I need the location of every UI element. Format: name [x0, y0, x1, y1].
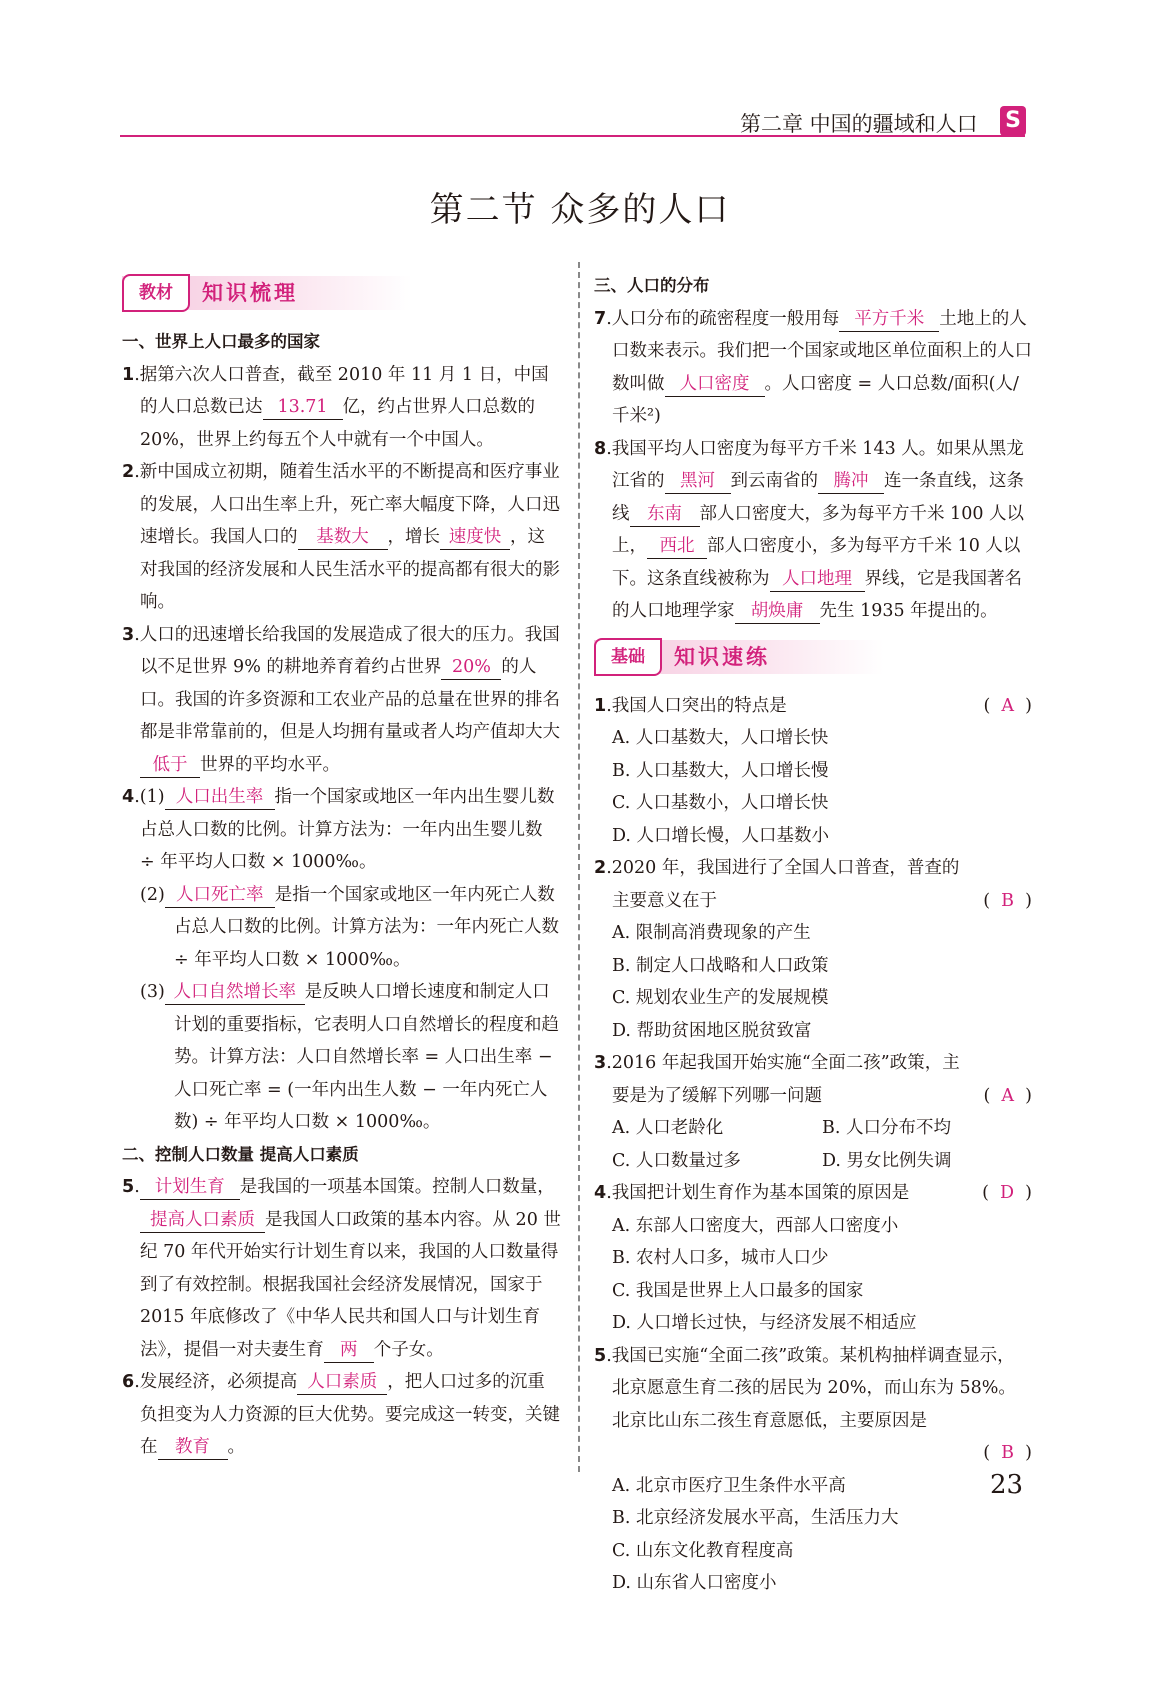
- option: C. 人口数量过多: [612, 1150, 741, 1171]
- option: A. 人口基数大，人口增长快: [612, 728, 829, 748]
- option: A. 东部人口密度大，西部人口密度小: [612, 1215, 899, 1236]
- answer-blank: 人口地理: [770, 567, 865, 592]
- subheading-1: 一、世界上人口最多的国家: [122, 332, 320, 351]
- answer-blank: 提高人口素质: [140, 1208, 265, 1233]
- answer-blank: 教育: [158, 1435, 228, 1460]
- item-3: 3.人口的迅速增长给我国的发展造成了很大的压力。我国以不足世界 9% 的耕地养育着约占世界 20% 的人口。我国的许多资源和工农业产品的总量在世界的排名都是非常靠前的，但是人均拥有量或者人均产值却大大低于 世界的平均水平。: [122, 619, 562, 782]
- answer-bracket: ( A ): [983, 1085, 1032, 1106]
- answer-blank: 黑河: [665, 469, 731, 494]
- answer-blank: 人口死亡率: [165, 883, 275, 908]
- answer-bracket: ( B ): [983, 1443, 1032, 1463]
- option: B. 制定人口战略和人口政策: [612, 955, 829, 976]
- question-3: 3.2016 年起我国开始实施“全面二孩”政策，主要是为了缓解下列哪一问题 ( A ): [594, 1047, 1032, 1112]
- page-number: 23: [990, 1470, 1024, 1500]
- option: C. 规划农业生产的发展规模: [612, 988, 829, 1008]
- answer-blank: 13.71: [263, 395, 343, 420]
- question-2: 2.2020 年，我国进行了全国人口普查，普查的主要意义在于 ( B ): [594, 852, 1032, 917]
- answer-bracket: ( D ): [982, 1183, 1032, 1203]
- left-column: [122, 270, 562, 1464]
- option: A. 限制高消费现象的产生: [612, 923, 811, 943]
- option: D. 人口增长过快，与经济发展不相适应: [612, 1313, 917, 1333]
- right-column: [594, 270, 1032, 1600]
- item-4-3: (3) 人口自然增长率 是反映人口增长速度和制定人口计划的重要指标，它表明人口自然增长的程度和趋势。计算方法：人口自然增长率 = 人口出生率 − 人口死亡率 = (一年内出生人数 − 一年内死亡人数) ÷ 年平均人口数 × 1000‰。: [140, 982, 559, 1132]
- answer-blank: 平方千米: [839, 307, 939, 332]
- option: B. 人口基数大，人口增长慢: [612, 760, 829, 781]
- item-4-1: 4.(1) 人口出生率 指一个国家或地区一年内出生婴儿数占总人口数的比例。计算方法为：一年内出生婴儿数 ÷ 年平均人口数 × 1000‰。: [122, 787, 555, 872]
- answer-blank: 腾冲: [818, 469, 884, 494]
- option: A. 北京市医疗卫生条件水平高: [612, 1475, 846, 1496]
- answer-blank: 两: [324, 1338, 374, 1363]
- item-2: 2.新中国成立初期，随着生活水平的不断提高和医疗事业的发展，人口出生率上升，死亡率大幅度下降，人口迅速增长。我国人口的 基数大 ，增长 速度快 ，这对我国的经济发展和人民生活水平的提高都有很大的影响。: [122, 462, 560, 612]
- option: D. 人口增长慢，人口基数小: [612, 825, 830, 846]
- question-1: 1.我国人口突出的特点是 ( A ): [594, 690, 1032, 723]
- option: D. 山东省人口密度小: [612, 1573, 777, 1593]
- page-title: 第二节 众多的人口: [429, 190, 731, 230]
- item-4-2: (2) 人口死亡率 是指一个国家或地区一年内死亡人数占总人口数的比例。计算方法为：一年内死亡人数 ÷ 年平均人口数 × 1000‰。: [140, 884, 559, 970]
- banner-title: 知识梳理: [202, 281, 298, 305]
- option: C. 山东文化教育程度高: [612, 1540, 794, 1561]
- option: B. 北京经济发展水平高，生活压力大: [612, 1508, 899, 1528]
- answer-blank: 20%: [441, 655, 501, 680]
- answer-blank: 速度快: [440, 525, 510, 550]
- answer-bracket: ( A ): [983, 695, 1032, 716]
- item-6: 6.发展经济，必须提高 人口素质 ，把人口过多的沉重负担变为人力资源的巨大优势。要完成这一转变，关键在 教育 。: [122, 1366, 562, 1464]
- question-5: 5.我国已实施“全面二孩”政策。某机构抽样调查显示，北京愿意生育二孩的居民为 20%，而山东为 58%。北京比山东二孩生育意愿低，主要原因是: [594, 1345, 1016, 1431]
- answer-blank: 人口自然增长率: [165, 980, 305, 1005]
- option: C. 人口基数小，人口增长快: [612, 793, 829, 813]
- item-5: 5. 计划生育 是我国的一项基本国策。控制人口数量，提高人口素质 是我国人口政策的基本内容。从 20 世纪 70 年代开始实行计划生育以来，我国的人口数量得到了有效控制。根据我国社会经济发展情况，国家于 2015 年底修改了《中华人民共和国人口与计划生育法》，提倡一对夫妻生育 两 个子女。: [122, 1171, 562, 1366]
- option-row: [594, 1145, 1032, 1178]
- option: B. 人口分布不均: [822, 1118, 951, 1138]
- publisher-logo-icon: S: [1000, 106, 1026, 136]
- banner-tag: 教材: [122, 274, 190, 312]
- item-8: 8.我国平均人口密度为每平方千米 143 人。如果从黑龙江省的 黑河 到云南省的 腾冲 连一条直线，这条线 东南 部人口密度大，多为每平方千米 100 人以上， 西北 部人口密度小，多为每平方千米 10 人以下。这条直线被称为 人口地理 界线，它是我国著名的人口地理学家 胡焕庸 先生 1935 年提出的。: [594, 433, 1032, 628]
- answer-blank: 胡焕庸: [735, 599, 820, 624]
- answer-blank: 人口出生率: [165, 785, 275, 810]
- option-row: [594, 1112, 1032, 1145]
- answer-blank: 人口素质: [297, 1370, 387, 1395]
- answer-blank: 低于: [140, 753, 200, 778]
- option: B. 农村人口多，城市人口少: [612, 1248, 829, 1268]
- banner-title: 知识速练: [674, 644, 770, 669]
- item-7: 7.人口分布的疏密程度一般用每 平方千米 土地上的人口数来表示。我们把一个国家或地区单位面积上的人口数叫做 人口密度 。人口密度 = 人口总数/面积(人/千米²): [594, 308, 1032, 426]
- answer-blank: 人口密度: [665, 372, 765, 397]
- answer-blank: 东南: [630, 502, 700, 527]
- knowledge-review-banner: [122, 274, 562, 312]
- item-1: 1.据第六次人口普查，截至 2010 年 11 月 1 日，中国的人口总数已达 13.71 亿，约占世界人口总数的 20%，世界上约每五个人中就有一个中国人。: [122, 364, 549, 450]
- option: D. 男女比例失调: [822, 1150, 952, 1171]
- banner-tag: 基础: [594, 638, 662, 676]
- question-4: 4.我国把计划生育作为基本国策的原因是 ( D ): [594, 1177, 1032, 1210]
- subheading-3: 三、人口的分布: [594, 276, 710, 295]
- subheading-2: 二、控制人口数量 提高人口素质: [122, 1144, 359, 1164]
- answer-blank: 西北: [647, 534, 707, 559]
- option: C. 我国是世界上人口最多的国家: [612, 1280, 864, 1301]
- answer-blank: 计划生育: [140, 1175, 240, 1200]
- option: D. 帮助贫困地区脱贫致富: [612, 1020, 812, 1041]
- column-divider: [578, 262, 580, 1472]
- option: A. 人口老龄化: [612, 1118, 724, 1138]
- practice-banner: [594, 638, 1032, 676]
- answer-bracket: ( B ): [983, 890, 1032, 911]
- chapter-title: 第二章 中国的疆域和人口: [740, 112, 978, 136]
- answer-blank: 基数大: [298, 525, 388, 550]
